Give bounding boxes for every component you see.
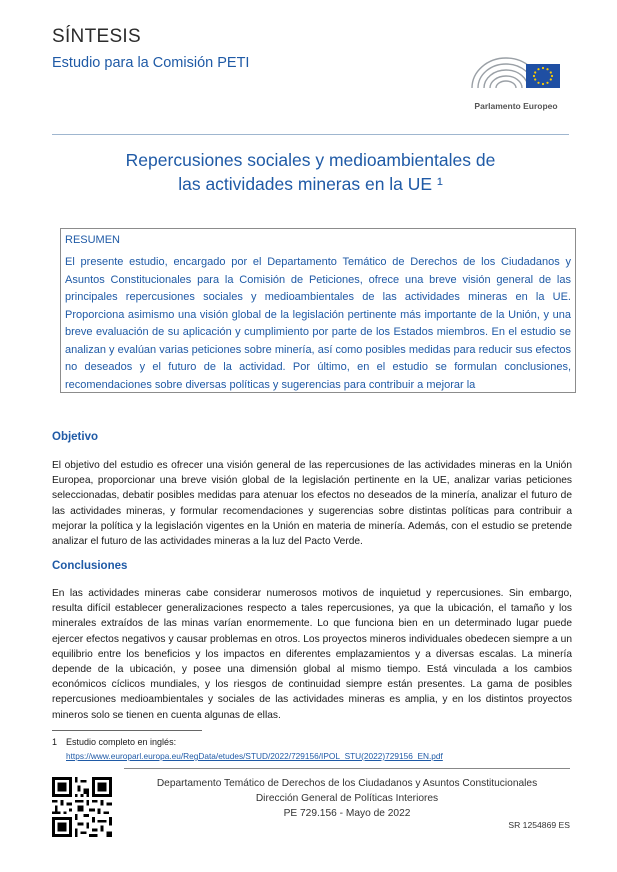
summary-body: El presente estudio, encargado por el Departamento Temático de Derechos de los Ciudadanos y Asuntos Constitucionales para la Comisión de Peticiones, ofrece una breve visión general de las principales repercusiones sociales y medioambientales de las actividades mineras en la UE. Proporciona asimismo una visión global de la legislación pertinente más importante de la Unión, y una breve evaluación de su aplicación y cumplimiento por parte de los Estados miembros. En el estudio se analizan y evalúan varias peticiones sobre minería, así como posibles medidas para reducir sus efectos no deseados y el futuro de la actividad. Por último, en el estudio se formulan conclusiones, recomendaciones sobre diversas políticas y sugerencias para contribuir a mejorar la — [65, 256, 571, 391]
objetivo-body: El objetivo del estudio es ofrecer una visión general de las repercusiones de las actividades mineras en la Unión Europea, proporcionar una breve visión global de la legislación pertinente en la UE, analizar varias peticiones seleccionadas, debatir posibles medidas para atenuar los efectos no deseados de la minería, analizar el futuro de las actividades mineras, y formular recomendaciones y sugerencias sobre distintas políticas para contribuir a mejorar la política y la legislación vigentes en la Unión en materia de minería. Además, con el estudio se pretende analizar el futuro de las actividades mineras a la luz del Pacto Verde. — [52, 460, 572, 548]
document-subtitle: Estudio para la Comisión PETI — [52, 55, 250, 71]
full-study-link[interactable]: https://www.europarl.europa.eu/RegData/etudes/STUD/2022/729156/IPOL_STU(2022)729156_EN.pdf — [66, 751, 443, 761]
document-title — [52, 148, 569, 196]
conclusiones-body: En las actividades mineras cabe considerar numerosos motivos de inquietud y repercusiones. Sin embargo, resulta difícil establecer generalizaciones respecto a tales repercusiones, ya que la ubicación, el tamaño y los minerales extraídos de las minas varían enormemente. Lo que funciona bien en un determinado lugar puede ejercer efectos negativos y causar problemas en otros. Los proyectos mineros individuales obedecen siempre a un equilibrio entre los beneficios y los impactos en diferentes emplazamientos y a diversas escalas. La minería depende de la ubicación, y posee una dimensión global al mismo tiempo. Está vinculada a los cambios económicos cíclicos mundiales, y los riesgos de continuidad siempre están presentes. La gama de posibles repercusiones medioambientales y sociales de las actividades mineras es amplia, y en los distintos proyectos mineros solo se tienen en cuenta algunas de ellas. — [52, 588, 572, 721]
summary-box — [60, 228, 576, 393]
header-divider — [52, 134, 569, 135]
footnote-divider — [52, 730, 202, 731]
summary-heading: RESUMEN — [65, 234, 121, 246]
document-code: SR 1254869 ES — [508, 820, 570, 830]
footnote-marker: 1 — [52, 737, 58, 747]
footer-department: Departamento Temático de Derechos de los Ciudadanos y Asuntos Constitucionales — [156, 778, 538, 789]
footer-divider — [124, 768, 570, 769]
qr-code-icon — [52, 777, 112, 837]
document-type-label: SÍNTESIS — [52, 26, 141, 47]
footer-reference: PE 729.156 - Mayo de 2022 — [283, 808, 411, 819]
objetivo-heading: Objetivo — [52, 431, 99, 443]
conclusiones-heading: Conclusiones — [52, 560, 128, 572]
title-line-1: Repercusiones sociales y medioambientales de — [125, 150, 496, 170]
title-line-2: las actividades mineras en la UE ¹ — [178, 174, 443, 194]
footer-directorate: Dirección General de Políticas Interiores — [255, 793, 439, 804]
logo-caption: Parlamento Europeo — [474, 101, 558, 111]
footnote-text: Estudio completo en inglés: — [66, 737, 177, 747]
